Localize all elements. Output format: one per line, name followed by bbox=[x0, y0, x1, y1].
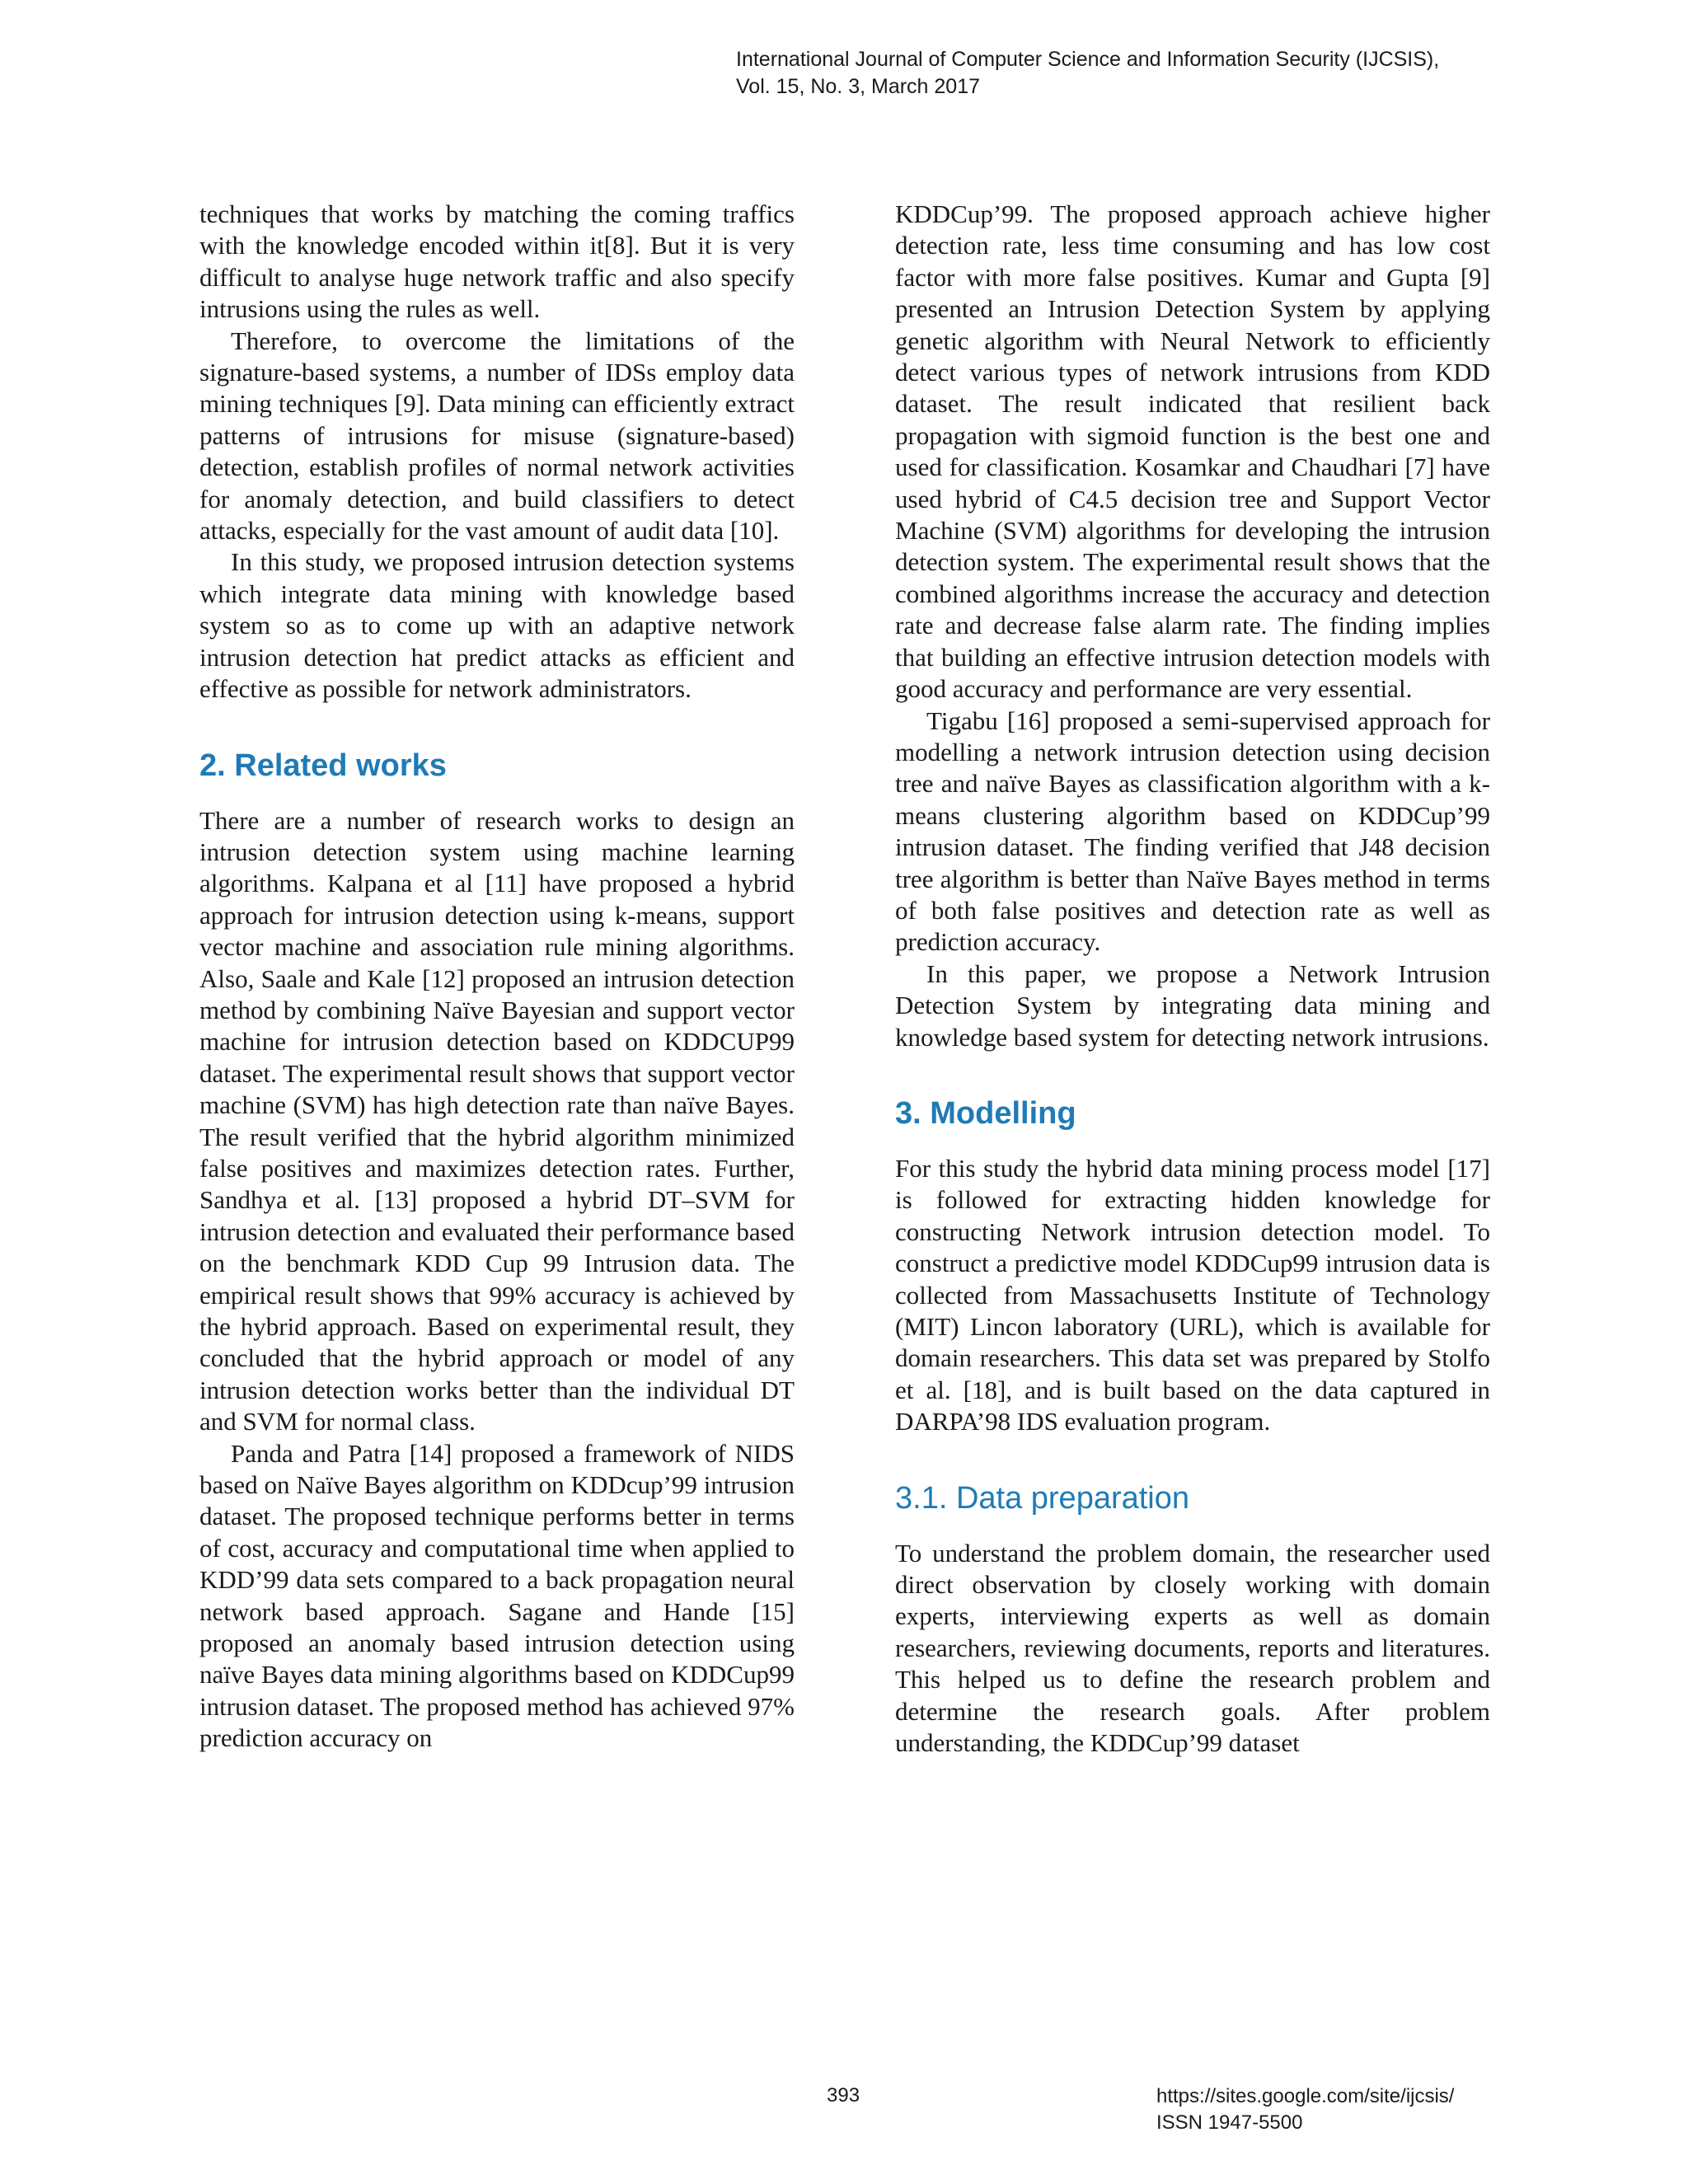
section-heading-related-works: 2. Related works bbox=[199, 748, 447, 783]
paragraph: Therefore, to overcome the limitations of the signature-based systems, a number of IDSs employ data mining techniques [9]. Data mining can efficiently extract patterns of intrusions for misuse (signature-based) detection, establish profiles of normal network activities for anomaly detection, and build classifiers to detect attacks, especially for the vast amount of audit data [10]. bbox=[199, 326, 795, 546]
right-column bbox=[895, 199, 1490, 1759]
paragraph: In this study, we proposed intrusion detection systems which integrate data mining with knowledge based system so as to come up with an adaptive network intrusion detection hat predict attacks as efficient and effective as possible for network administrators. bbox=[199, 547, 795, 704]
journal-header-line1: International Journal of Computer Science and Information Security (IJCSIS), bbox=[736, 48, 1440, 71]
paragraph: To understand the problem domain, the researcher used direct observation by closely working with domain experts, interviewing experts as well as domain researchers, reviewing documents, reports and literatures. This helped us to define the research problem and determine the research goals. After problem understanding, the KDDCup’99 dataset bbox=[895, 1538, 1490, 1758]
paragraph: Panda and Patra [14] proposed a framework of NIDS based on Naïve Bayes algorithm on KDDcup’99 intrusion dataset. The proposed technique performs better in terms of cost, accuracy and computational time when applied to KDD’99 data sets compared to a back propagation neural network based approach. Sagane and Hande [15] proposed an anomaly based intrusion detection using naïve Bayes data mining algorithms based on KDDCup99 intrusion dataset. The proposed method has achieved 97% prediction accuracy on bbox=[199, 1438, 795, 1753]
footer-info bbox=[1156, 2083, 1454, 2136]
paragraph: In this paper, we propose a Network Intrusion Detection System by integrating data mining and knowledge based system for detecting network intrusions. bbox=[895, 958, 1490, 1052]
subsection-heading-data-preparation: 3.1. Data preparation bbox=[895, 1480, 1190, 1516]
paragraph: Tigabu [16] proposed a semi-supervised approach for modelling a network intrusion detection using decision tree and naïve Bayes as classification algorithm with a k-means clustering algorithm based on KDDCup’99 intrusion dataset. The finding verified that J48 decision tree algorithm is better than Naïve Bayes method in terms of both false positives and detection rate as well as prediction accuracy. bbox=[895, 705, 1490, 957]
paragraph: There are a number of research works to design an intrusion detection system using machine learning algorithms. Kalpana et al [11] have proposed a hybrid approach for intrusion detection using k-means, support vector machine and association rule mining algorithms. Also, Saale and Kale [12] proposed an intrusion detection method by combining Naïve Bayesian and support vector machine for intrusion detection based on KDDCUP99 dataset. The experimental result shows that support vector machine (SVM) has high detection rate than naïve Bayes. The result verified that the hybrid algorithm minimized false positives and maximizes detection rates. Further, Sandhya et al. [13] proposed a hybrid DT–SVM for intrusion detection and evaluated their performance based on the benchmark KDD Cup 99 Intrusion data. The empirical result shows that 99% accuracy is achieved by the hybrid approach. Based on experimental result, they concluded that the hybrid approach or model of any intrusion detection works better than the individual DT and SVM for normal class. bbox=[199, 805, 795, 1436]
footer-url: https://sites.google.com/site/ijcsis/ bbox=[1156, 2085, 1455, 2107]
footer-issn: ISSN 1947-5500 bbox=[1156, 2111, 1303, 2134]
page-number: 393 bbox=[827, 2084, 860, 2107]
journal-header-line2: Vol. 15, No. 3, March 2017 bbox=[736, 75, 981, 98]
left-column bbox=[199, 199, 795, 1755]
section-heading-modelling: 3. Modelling bbox=[895, 1095, 1076, 1131]
journal-header bbox=[736, 46, 1659, 101]
paragraph: For this study the hybrid data mining process model [17] is followed for extracting hidden knowledge for constructing Network intrusion detection model. To construct a predictive model KDDCup99 intrusion data is collected from Massachusetts Institute of Technology (MIT) Lincon laboratory (URL), which is available for domain researchers. This data set was prepared by Stolfo et al. [18], and is built based on the data captured in DARPA’98 IDS evaluation program. bbox=[895, 1153, 1490, 1436]
paragraph: techniques that works by matching the coming traffics with the knowledge encoded within it[8]. But it is very difficult to analyse huge network traffic and also specify intrusions using the rules as well. bbox=[199, 199, 795, 324]
paragraph: KDDCup’99. The proposed approach achieve higher detection rate, less time consuming and has low cost factor with more false positives. Kumar and Gupta [9] presented an Intrusion Detection System by applying genetic algorithm with Neural Network to efficiently detect various types of network intrusions from KDD dataset. The result indicated that resilient back propagation with sigmoid function is the best one and used for classification. Kosamkar and Chaudhari [7] have used hybrid of C4.5 decision tree and Support Vector Machine (SVM) algorithms for developing the intrusion detection system. The experimental result shows that the combined algorithms increase the accuracy and detection rate and decrease false alarm rate. The finding implies that building an effective intrusion detection models with good accuracy and performance are very essential. bbox=[895, 199, 1490, 704]
